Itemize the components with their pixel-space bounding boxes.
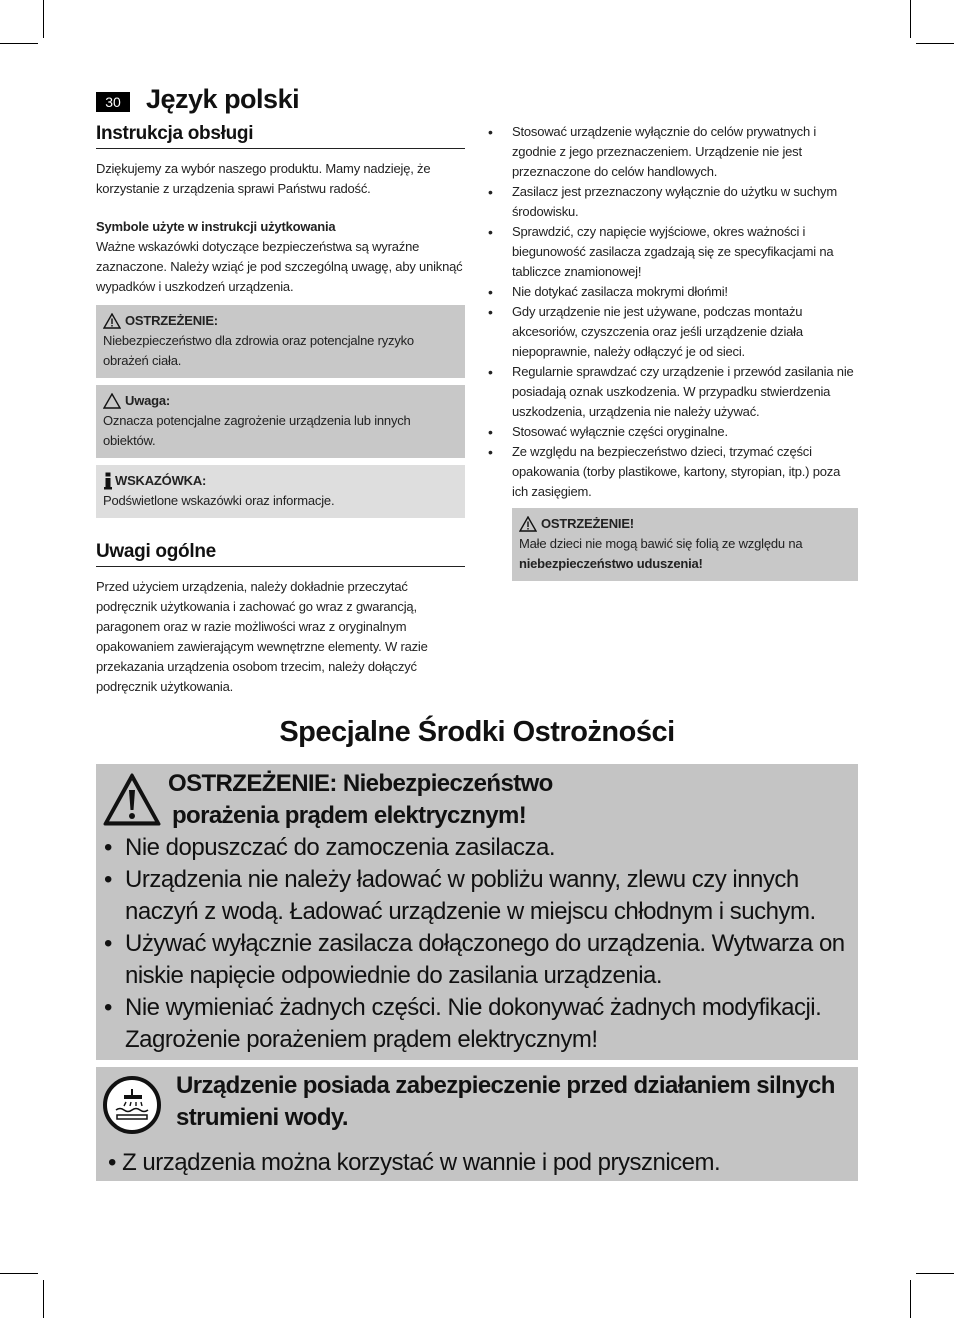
section-heading-general: Uwagi ogólne — [96, 540, 465, 567]
electric-warning-title-line1: OSTRZEŻENIE: Niebezpieczeństwo — [168, 770, 553, 797]
safety-list — [488, 122, 858, 502]
hint-title: WSKAZÓWKA: — [115, 473, 207, 488]
crop-mark — [43, 1280, 44, 1318]
list-item: • Gdy urządzenie nie jest używane, podczas montażu akcesoriów, czyszczenia oraz jeśli urządzenie działa niepoprawnie, należy odłączyć je od sieci. — [488, 302, 858, 362]
section-heading-instructions: Instrukcja obsługi — [96, 122, 465, 149]
list-item: • Urządzenia nie należy ładować w pobliżu wanny, zlewu czy innych naczyń z wodą. Ładować urządzenie w miejscu chłodnym i suchym. — [104, 864, 856, 928]
electric-warning-title-line2: porażenia prądem elektrycznym! — [172, 802, 527, 829]
warning-box-children — [512, 508, 858, 581]
water-title-line1: Urządzenie posiada zabezpieczenie przed działaniem silnych — [176, 1072, 835, 1099]
list-item: • Nie dopuszczać do zamoczenia zasilacza. — [104, 832, 856, 864]
electric-shock-warning-box — [96, 764, 858, 1060]
list-item: • Stosować urządzenie wyłącznie do celów prywatnych i zgodnie z jego przeznaczeniem. Urządzenie nie jest przeznaczone do celów handlowych. — [488, 122, 858, 182]
crop-mark — [0, 1273, 38, 1274]
list-item: • Regularnie sprawdzać czy urządzenie i przewód zasilania nie posiadają oznak uszkodzenia. W przypadku stwierdzenia uszkodzenia, urządzenia nie należy używać. — [488, 362, 858, 422]
warning-triangle-icon — [103, 393, 121, 409]
hint-box — [96, 465, 465, 518]
warning-box — [96, 305, 465, 378]
water-protection-box — [96, 1067, 858, 1181]
warning-text: Małe dzieci nie mogą bawić się folią ze względu na — [519, 536, 803, 551]
hint-text: Podświetlone wskazówki oraz informacje. — [103, 493, 335, 508]
symbols-heading: Symbole użyte w instrukcji użytkowania — [96, 219, 336, 234]
caution-title: Uwaga: — [125, 393, 171, 408]
crop-mark — [910, 0, 911, 38]
caution-box — [96, 385, 465, 458]
list-item: • Zasilacz jest przeznaczony wyłącznie do użytku w suchym środowisku. — [488, 182, 858, 222]
water-title-line2: strumieni wody. — [176, 1104, 348, 1131]
general-text: Przed użyciem urządzenia, należy dokładnie przeczytać podręcznik użytkowania i zachować go wraz z gwarancją, paragonem oraz w razie możliwości wraz z oryginalnym opakowaniem zawierającym wewnętrzne elementy. W razie przekazania urządzenia osobom trzecim, należy dołączyć podręcznik użytkowania. — [96, 579, 428, 694]
list-item: • Sprawdzić, czy napięcie wyjściowe, okres ważności i biegunowość zasilacza zgadzają się ze specyfikacjami na tabliczce znamionowej! — [488, 222, 858, 282]
symbols-text: Ważne wskazówki dotyczące bezpieczeństwa są wyraźne zaznaczone. Należy wziąć je pod szczególną uwagę, aby uniknąć wypadków i uszkodzeń urządzenia. — [96, 239, 463, 294]
left-column — [96, 122, 465, 715]
list-item: • Nie dotykać zasilacza mokrymi dłońmi! — [488, 282, 858, 302]
water-usage-text: • Z urządzenia można korzystać w wannie i pod prysznicem. — [108, 1149, 721, 1176]
warning-triangle-icon — [102, 772, 162, 828]
page-number: 30 — [96, 92, 130, 112]
list-item: • Nie wymieniać żadnych części. Nie dokonywać żadnych modyfikacji. Zagrożenie porażeniem prądem elektrycznym! — [104, 992, 856, 1056]
warning-text: Niebezpieczeństwo dla zdrowia oraz potencjalne ryzyko obrażeń ciała. — [103, 333, 414, 368]
warning-text-bold: niebezpieczeństwo uduszenia! — [519, 556, 703, 571]
special-precautions-title: Specjalne Środki Ostrożności — [279, 716, 675, 748]
list-item: • Używać wyłącznie zasilacza dołączonego do urządzenia. Wytwarza on niskie napięcie odpowiednie do zasilania urządzenia. — [104, 928, 856, 992]
warning-triangle-icon — [103, 313, 121, 329]
water-protection-icon — [102, 1075, 162, 1135]
crop-mark — [0, 43, 38, 44]
right-column — [488, 122, 858, 588]
crop-mark — [916, 43, 954, 44]
page-title: Język polski — [146, 84, 300, 114]
info-icon — [103, 472, 113, 490]
warning-title: OSTRZEŻENIE: — [125, 313, 218, 328]
caution-text: Oznacza potencjalne zagrożenie urządzenia lub innych obiektów. — [103, 413, 411, 448]
list-item: • Ze względu na bezpieczeństwo dzieci, trzymać części opakowania (torby plastikowe, kartony, styropian, itp.) poza ich zasięgiem. — [488, 442, 858, 502]
electric-warning-list — [104, 832, 856, 1056]
crop-mark — [910, 1280, 911, 1318]
crop-mark — [43, 0, 44, 38]
intro-text: Dziękujemy za wybór naszego produktu. Mamy nadzieję, że korzystanie z urządzenia sprawi Państwu radość. — [96, 161, 431, 196]
warning-title: OSTRZEŻENIE! — [541, 516, 634, 531]
warning-triangle-icon — [519, 516, 537, 532]
crop-mark — [916, 1273, 954, 1274]
list-item: • Stosować wyłącznie części oryginalne. — [488, 422, 858, 442]
